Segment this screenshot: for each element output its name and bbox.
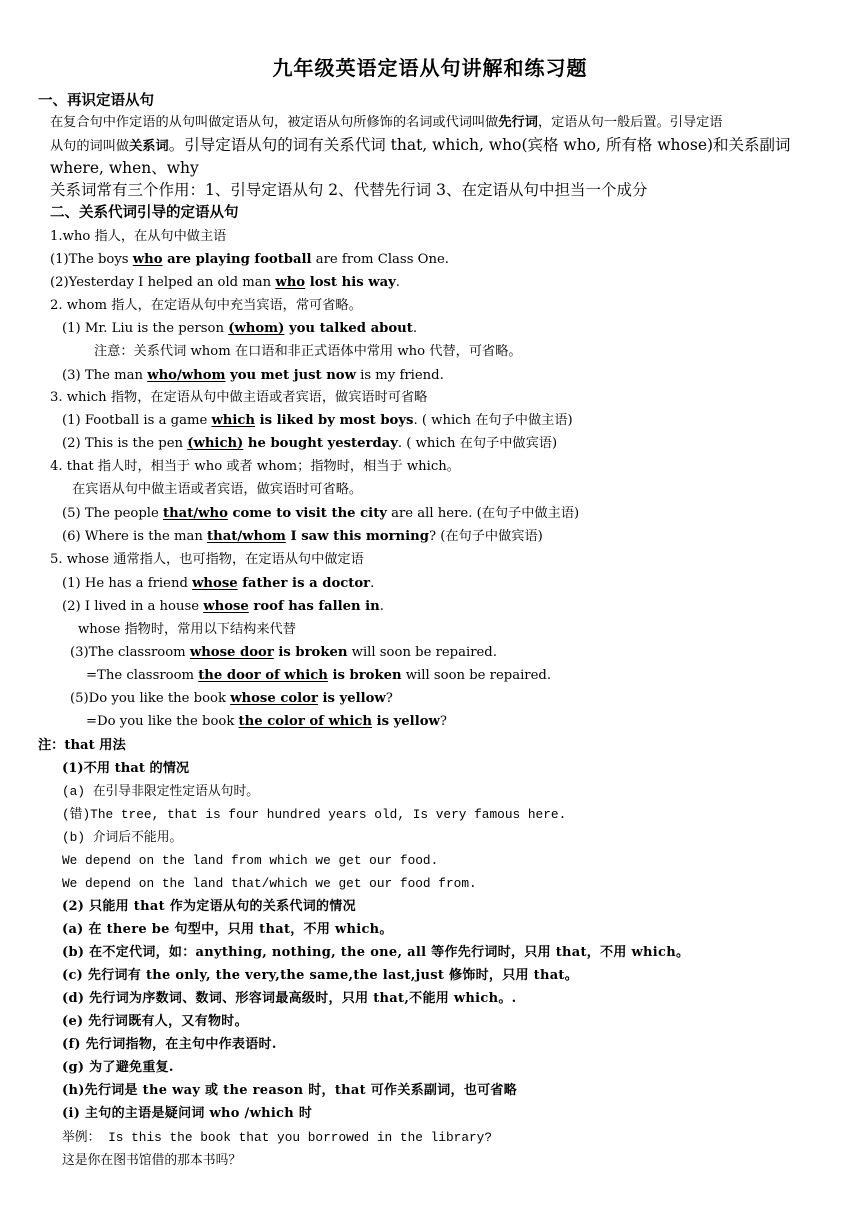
text: . xyxy=(370,576,375,591)
example-translation: 这是你在图书馆借的那本书吗？ xyxy=(62,1153,242,1168)
text: . xyxy=(379,599,384,614)
relative-word: who/whom xyxy=(147,368,226,383)
section-heading-1: 一、再识定语从句 xyxy=(38,92,154,109)
text: ? (在句子中做宾语) xyxy=(428,529,543,544)
note-line: whose 指物时，常用以下结构来代替 xyxy=(78,622,296,637)
clause: father is a doctor xyxy=(237,576,371,591)
example-line xyxy=(70,644,497,662)
text: 从句的词叫做 xyxy=(50,139,130,154)
example-line xyxy=(62,320,417,338)
example-line xyxy=(62,528,543,546)
clause: are playing football xyxy=(162,252,312,267)
page-title: 九年级英语定语从句讲解和练习题 xyxy=(272,56,588,80)
clause: is yellow xyxy=(317,691,386,706)
text: (2) This is the pen xyxy=(62,436,188,451)
text: (1) Mr. Liu is the person xyxy=(62,321,229,336)
rule-item: (i) 主句的主语是疑问词 who /which 时 xyxy=(62,1106,313,1121)
rule-item: (d) 先行词为序数词、数词、形容词最高级时，只用 that,不能用 which。. xyxy=(62,991,517,1006)
rule-item: (h)先行词是 the way 或 the reason 时，that 可作关系副词，也可省略 xyxy=(62,1083,518,1098)
example-line xyxy=(62,435,557,453)
example-line: 举例： Is this the book that you borrowed in the library? xyxy=(62,1130,493,1145)
rule-whom: 2. whom 指人，在定语从句中充当宾语，常可省略。 xyxy=(50,298,362,313)
relative-word: the door of which xyxy=(198,668,328,683)
note-subheading-2: (2) 只能用 that 作为定语从句的关系代词的情况 xyxy=(62,899,356,914)
example-line xyxy=(86,713,447,731)
text: (5)Do you like the book xyxy=(70,691,231,706)
text: (5) The people xyxy=(62,506,163,521)
text: ? xyxy=(439,714,447,729)
term-antecedent: 先行词 xyxy=(498,115,538,130)
text: 。引导定语从句的词有关系代词 that, which, who(宾格 who, 所有格 whose)和关系副词 xyxy=(168,136,791,154)
text: (1) He has a friend xyxy=(62,576,193,591)
text: (2) I lived in a house xyxy=(62,599,204,614)
text: . ( which 在句子中做宾语) xyxy=(397,436,558,451)
text: (2)Yesterday I helped an old man xyxy=(50,275,276,290)
text: will soon be repaired. xyxy=(401,668,552,683)
paragraph-line: 关系词常有三个作用：1、引导定语从句 2、代替先行词 3、在定语从句中担当一个成分 xyxy=(50,181,648,199)
clause: is liked by most boys xyxy=(255,413,414,428)
clause: you talked about xyxy=(284,321,413,336)
relative-word: which xyxy=(211,413,256,428)
rule-who: 1.who 指人，在从句中做主语 xyxy=(50,229,227,244)
clause: you met just now xyxy=(225,368,356,383)
text: (1) Football is a game xyxy=(62,413,212,428)
rule-that-continued: 在宾语从句中做主语或者宾语，做宾语时可省略。 xyxy=(72,482,363,497)
rule-item: (a) 在 there be 句型中，只用 that，不用 which。 xyxy=(62,922,393,937)
example-line xyxy=(62,505,579,523)
text: (6) Where is the man xyxy=(62,529,208,544)
relative-word: who xyxy=(275,275,306,290)
term-relative: 关系词 xyxy=(129,139,169,154)
paragraph-line xyxy=(50,136,791,156)
relative-word: whose xyxy=(203,599,249,614)
text: (3) The man xyxy=(62,368,148,383)
clause: is broken xyxy=(327,668,402,683)
rule-item: (c) 先行词有 the only, the very,the same,the last,just 修饰时，只用 that。 xyxy=(62,968,579,983)
text: are all here. (在句子中做主语) xyxy=(386,506,580,521)
clause: is yellow xyxy=(372,714,440,729)
case-example: (错)The tree, that is four hundred years old, Is very famous here. xyxy=(62,807,567,822)
text: (3)The classroom xyxy=(70,645,190,660)
clause: roof has fallen in xyxy=(248,599,380,614)
relative-word: whose color xyxy=(230,691,318,706)
paragraph-line xyxy=(50,114,723,132)
rule-item: (f) 先行词指物，在主句中作表语时. xyxy=(62,1037,277,1052)
case-example: We depend on the land that/which we get our food from. xyxy=(62,876,477,891)
example-line xyxy=(70,690,393,708)
text: =Do you like the book xyxy=(86,714,239,729)
relative-word: (which) xyxy=(187,436,244,451)
text: (1)The boys xyxy=(50,252,133,267)
relative-word: who xyxy=(132,252,163,267)
clause: is broken xyxy=(273,645,348,660)
text: are from Class One. xyxy=(311,252,449,267)
clause: come to visit the city xyxy=(227,506,387,521)
example-line xyxy=(62,367,444,385)
example-line xyxy=(50,251,449,269)
relative-word: that/who xyxy=(163,506,228,521)
text: =The classroom xyxy=(86,668,199,683)
rule-item: (b) 在不定代词，如：anything, nothing, the one, all 等作先行词时，只用 that，不用 which。 xyxy=(62,945,690,960)
example-line xyxy=(50,274,400,292)
relative-word: whose xyxy=(192,576,238,591)
text: 在复合句中作定语的从句叫做定语从句，被定语从句所修饰的名词或代词叫做 xyxy=(50,115,499,130)
section-heading-2: 二、关系代词引导的定语从句 xyxy=(50,204,239,221)
paragraph-line: where, when、why xyxy=(50,159,199,177)
text: will soon be repaired. xyxy=(347,645,497,660)
text: . xyxy=(395,275,400,290)
example-line xyxy=(62,598,384,616)
clause: I saw this morning xyxy=(285,529,429,544)
rule-item: (g) 为了避免重复. xyxy=(62,1060,174,1075)
rule-which: 3. which 指物，在定语从句中做主语或者宾语，做宾语时可省略 xyxy=(50,390,428,405)
relative-word: whose door xyxy=(189,645,274,660)
note-line: 注意：关系代词 whom 在口语和非正式语体中常用 who 代替，可省略。 xyxy=(94,344,522,359)
case-example: We depend on the land from which we get our food. xyxy=(62,853,439,868)
clause: lost his way xyxy=(305,275,396,290)
text: ，定语从句一般后置。引导定语 xyxy=(537,115,723,130)
text: . ( which 在句子中做主语) xyxy=(413,413,573,428)
note-subheading-1: (1)不用 that 的情况 xyxy=(62,761,190,776)
text: . xyxy=(412,321,418,336)
example-line xyxy=(62,575,374,593)
note-heading: 注：that 用法 xyxy=(38,738,126,753)
clause: he bought yesterday xyxy=(243,436,398,451)
rule-that: 4. that 指人时，相当于 who 或者 whom；指物时，相当于 which。 xyxy=(50,459,460,474)
case-line: (a) 在引导非限定性定语从句时。 xyxy=(62,784,260,799)
rule-item: (e) 先行词既有人，又有物时。 xyxy=(62,1014,248,1029)
rule-whose: 5. whose 通常指人，也可指物，在定语从句中做定语 xyxy=(50,552,364,567)
relative-word: (whom) xyxy=(228,321,285,336)
example-line xyxy=(86,667,551,685)
relative-word: that/whom xyxy=(207,529,286,544)
text: is my friend. xyxy=(355,368,444,383)
text: ? xyxy=(385,691,393,706)
relative-word: the color of which xyxy=(238,714,373,729)
example-line xyxy=(62,412,573,430)
case-line: (b) 介词后不能用。 xyxy=(62,830,183,845)
